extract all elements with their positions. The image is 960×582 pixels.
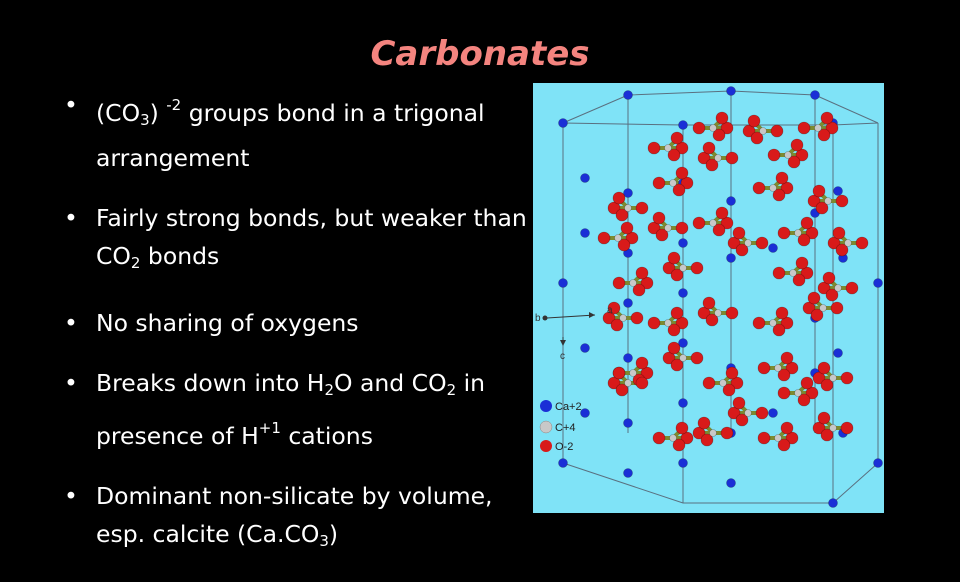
legend-c-label: C+4 bbox=[555, 422, 576, 434]
carbon-atom bbox=[715, 155, 722, 162]
bullet-text: -2 bbox=[166, 96, 182, 114]
bullet-text: +1 bbox=[258, 419, 281, 437]
oxygen-atom bbox=[818, 362, 830, 374]
bullet-text: 2 bbox=[130, 254, 141, 272]
oxygen-atom bbox=[726, 152, 738, 164]
bullet-text: 2 bbox=[324, 381, 335, 399]
oxygen-atom bbox=[801, 217, 813, 229]
oxygen-atom bbox=[796, 257, 808, 269]
oxygen-atom bbox=[621, 222, 633, 234]
oxygen-atom bbox=[808, 292, 820, 304]
bullet-text: ) bbox=[149, 99, 167, 127]
bullet-text: (CO bbox=[96, 99, 141, 127]
bullet-text: in presence of H bbox=[96, 369, 486, 450]
oxygen-atom bbox=[791, 139, 803, 151]
carbon-atom bbox=[770, 185, 777, 192]
oxygen-atom bbox=[841, 372, 853, 384]
carbon-atom bbox=[625, 380, 632, 387]
carbon-atom bbox=[680, 355, 687, 362]
bullet-item bbox=[64, 477, 534, 560]
calcium-atom bbox=[581, 344, 590, 353]
oxygen-atom bbox=[598, 232, 610, 244]
bullet-marker: • bbox=[64, 482, 78, 510]
calcium-atom bbox=[769, 409, 778, 418]
oxygen-atom bbox=[613, 367, 625, 379]
legend bbox=[540, 400, 582, 453]
oxygen-atom bbox=[671, 132, 683, 144]
carbon-atom bbox=[830, 375, 837, 382]
oxygen-atom bbox=[801, 377, 813, 389]
calcium-atom bbox=[679, 459, 688, 468]
slide-title: Carbonates bbox=[370, 34, 590, 74]
oxygen-atom bbox=[703, 142, 715, 154]
calcium-atom bbox=[559, 279, 568, 288]
oxygen-atom bbox=[721, 427, 733, 439]
oxygen-atom bbox=[776, 307, 788, 319]
bullet-text: cations bbox=[280, 422, 373, 450]
atoms bbox=[559, 87, 883, 508]
oxygen-atom bbox=[716, 207, 728, 219]
calcium-atom bbox=[559, 119, 568, 128]
calcium-atom bbox=[581, 229, 590, 238]
crystal-lattice-diagram bbox=[533, 83, 884, 513]
oxygen-atom bbox=[798, 122, 810, 134]
carbon-atom bbox=[710, 220, 717, 227]
bullet-marker: • bbox=[64, 369, 78, 397]
carbon-atom bbox=[670, 180, 677, 187]
oxygen-atom bbox=[631, 312, 643, 324]
bullet-item bbox=[64, 364, 534, 455]
oxygen-atom bbox=[773, 267, 785, 279]
bullet-text: Fairly strong bonds, but weaker than CO bbox=[96, 204, 527, 270]
oxygen-atom bbox=[613, 277, 625, 289]
oxygen-atom bbox=[636, 267, 648, 279]
carbon-atom bbox=[665, 225, 672, 232]
oxygen-atom bbox=[856, 237, 868, 249]
carbon-atom bbox=[745, 410, 752, 417]
carbon-atom bbox=[785, 152, 792, 159]
carbon-atom bbox=[710, 430, 717, 437]
carbon-atom bbox=[760, 128, 767, 135]
axis-label-a: a bbox=[607, 305, 613, 316]
carbon-atom bbox=[775, 365, 782, 372]
oxygen-atom bbox=[846, 282, 858, 294]
axis-origin bbox=[543, 316, 548, 321]
bullet-marker: • bbox=[64, 91, 78, 119]
carbon-atom bbox=[815, 125, 822, 132]
calcium-atom bbox=[679, 239, 688, 248]
bullet-marker: • bbox=[64, 309, 78, 337]
carbon-atom bbox=[775, 435, 782, 442]
bullet-item bbox=[64, 199, 534, 282]
calcium-atom bbox=[679, 121, 688, 130]
oxygen-atom bbox=[648, 142, 660, 154]
legend-ca-label: Ca+2 bbox=[555, 401, 582, 413]
oxygen-atom bbox=[771, 125, 783, 137]
carbon-atom bbox=[665, 320, 672, 327]
bullet-list bbox=[64, 86, 534, 582]
oxygen-atom bbox=[726, 307, 738, 319]
oxygen-atom bbox=[703, 377, 715, 389]
oxygen-atom bbox=[818, 412, 830, 424]
carbon-atom bbox=[625, 205, 632, 212]
oxygen-atom bbox=[716, 112, 728, 124]
calcium-atom bbox=[624, 299, 633, 308]
calcium-atom bbox=[624, 91, 633, 100]
axis-a-arrow bbox=[547, 315, 595, 318]
calcium-atom bbox=[834, 187, 843, 196]
bullet-text: groups bond in a trigonal arrangement bbox=[96, 99, 485, 172]
oxygen-atom bbox=[753, 317, 765, 329]
oxygen-atom bbox=[676, 422, 688, 434]
oxygen-atom bbox=[836, 195, 848, 207]
legend-ca-swatch bbox=[540, 400, 552, 412]
oxygen-atom bbox=[703, 297, 715, 309]
oxygen-atom bbox=[758, 432, 770, 444]
calcium-atom bbox=[727, 197, 736, 206]
axis-label-b: b bbox=[535, 313, 541, 324]
calcium-atom bbox=[874, 459, 883, 468]
oxygen-atom bbox=[653, 177, 665, 189]
oxygen-atom bbox=[693, 122, 705, 134]
calcium-atom bbox=[874, 279, 883, 288]
oxygen-atom bbox=[636, 357, 648, 369]
calcium-atom bbox=[679, 289, 688, 298]
oxygen-atom bbox=[841, 422, 853, 434]
oxygen-atom bbox=[781, 422, 793, 434]
calcium-atom bbox=[834, 349, 843, 358]
axes-indicator bbox=[535, 305, 613, 362]
calcium-atom bbox=[829, 499, 838, 508]
carbon-atom bbox=[835, 285, 842, 292]
oxygen-atom bbox=[676, 222, 688, 234]
oxygen-atom bbox=[813, 185, 825, 197]
calcium-atom bbox=[727, 254, 736, 263]
calcium-atom bbox=[624, 354, 633, 363]
oxygen-atom bbox=[676, 167, 688, 179]
oxygen-atom bbox=[778, 227, 790, 239]
calcium-atom bbox=[679, 399, 688, 408]
bullet-text: No sharing of oxygens bbox=[96, 309, 359, 337]
oxygen-atom bbox=[756, 237, 768, 249]
legend-o-swatch bbox=[540, 440, 552, 452]
calcium-atom bbox=[727, 87, 736, 96]
axis-label-c: c bbox=[560, 351, 565, 362]
bullet-text: Dominant non-silicate by volume, esp. calcite (Ca.CO bbox=[96, 482, 493, 548]
oxygen-atom bbox=[693, 217, 705, 229]
oxygen-atom bbox=[833, 227, 845, 239]
carbon-atom bbox=[680, 265, 687, 272]
carbon-atom bbox=[745, 240, 752, 247]
oxygen-atom bbox=[748, 115, 760, 127]
bullet-item bbox=[64, 304, 534, 342]
oxygen-atom bbox=[823, 272, 835, 284]
calcium-atom bbox=[811, 91, 820, 100]
oxygen-atom bbox=[726, 367, 738, 379]
carbon-atom bbox=[830, 425, 837, 432]
calcite-structure-figure bbox=[533, 83, 884, 513]
carbon-atom bbox=[790, 270, 797, 277]
bullet-item bbox=[64, 86, 534, 177]
oxygen-atom bbox=[698, 417, 710, 429]
oxygen-atom bbox=[668, 342, 680, 354]
oxygen-atom bbox=[733, 397, 745, 409]
carbon-atom bbox=[720, 380, 727, 387]
calcium-atom bbox=[769, 244, 778, 253]
carbon-atom bbox=[845, 240, 852, 247]
legend-c-swatch bbox=[540, 421, 552, 433]
oxygen-atom bbox=[781, 352, 793, 364]
oxygen-atom bbox=[768, 149, 780, 161]
oxygen-atom bbox=[691, 262, 703, 274]
carbon-atom bbox=[715, 310, 722, 317]
oxygen-atom bbox=[756, 407, 768, 419]
oxygen-atom bbox=[671, 307, 683, 319]
carbon-atom bbox=[630, 280, 637, 287]
carbon-atom bbox=[825, 198, 832, 205]
calcium-atom bbox=[559, 459, 568, 468]
calcium-atom bbox=[624, 419, 633, 428]
calcium-atom bbox=[727, 479, 736, 488]
oxygen-atom bbox=[636, 377, 648, 389]
oxygen-atom bbox=[733, 227, 745, 239]
calcium-atom bbox=[581, 174, 590, 183]
carbon-atom bbox=[820, 305, 827, 312]
bullet-text: 2 bbox=[446, 381, 457, 399]
oxygen-atom bbox=[691, 352, 703, 364]
bullet-marker: • bbox=[64, 204, 78, 232]
oxygen-atom bbox=[636, 202, 648, 214]
bullet-text: 3 bbox=[319, 532, 329, 550]
carbon-atom bbox=[630, 370, 637, 377]
carbon-atom bbox=[710, 125, 717, 132]
bullet-text: bonds bbox=[140, 242, 220, 270]
oxygen-atom bbox=[778, 387, 790, 399]
oxygen-atom bbox=[821, 112, 833, 124]
bullet-text: ) bbox=[328, 520, 339, 548]
bullet-text: Breaks down into H bbox=[96, 369, 325, 397]
axis-c-arrowhead bbox=[560, 340, 566, 346]
oxygen-atom bbox=[613, 192, 625, 204]
carbon-atom bbox=[795, 230, 802, 237]
bullet-text: O and CO bbox=[334, 369, 447, 397]
legend-o-label: O-2 bbox=[555, 441, 574, 453]
carbon-atom bbox=[615, 235, 622, 242]
carbon-atom bbox=[670, 435, 677, 442]
carbon-atom bbox=[795, 390, 802, 397]
carbon-atom bbox=[620, 315, 627, 322]
oxygen-atom bbox=[668, 252, 680, 264]
calcium-atom bbox=[581, 409, 590, 418]
bullet-text: 3 bbox=[140, 111, 150, 129]
oxygen-atom bbox=[648, 317, 660, 329]
carbon-atom bbox=[665, 145, 672, 152]
oxygen-atom bbox=[653, 432, 665, 444]
oxygen-atom bbox=[753, 182, 765, 194]
oxygen-atom bbox=[653, 212, 665, 224]
calcium-atom bbox=[624, 469, 633, 478]
axis-a-arrowhead bbox=[589, 312, 595, 318]
oxygen-atom bbox=[758, 362, 770, 374]
oxygen-atom bbox=[831, 302, 843, 314]
carbon-atom bbox=[770, 320, 777, 327]
oxygen-atom bbox=[776, 172, 788, 184]
